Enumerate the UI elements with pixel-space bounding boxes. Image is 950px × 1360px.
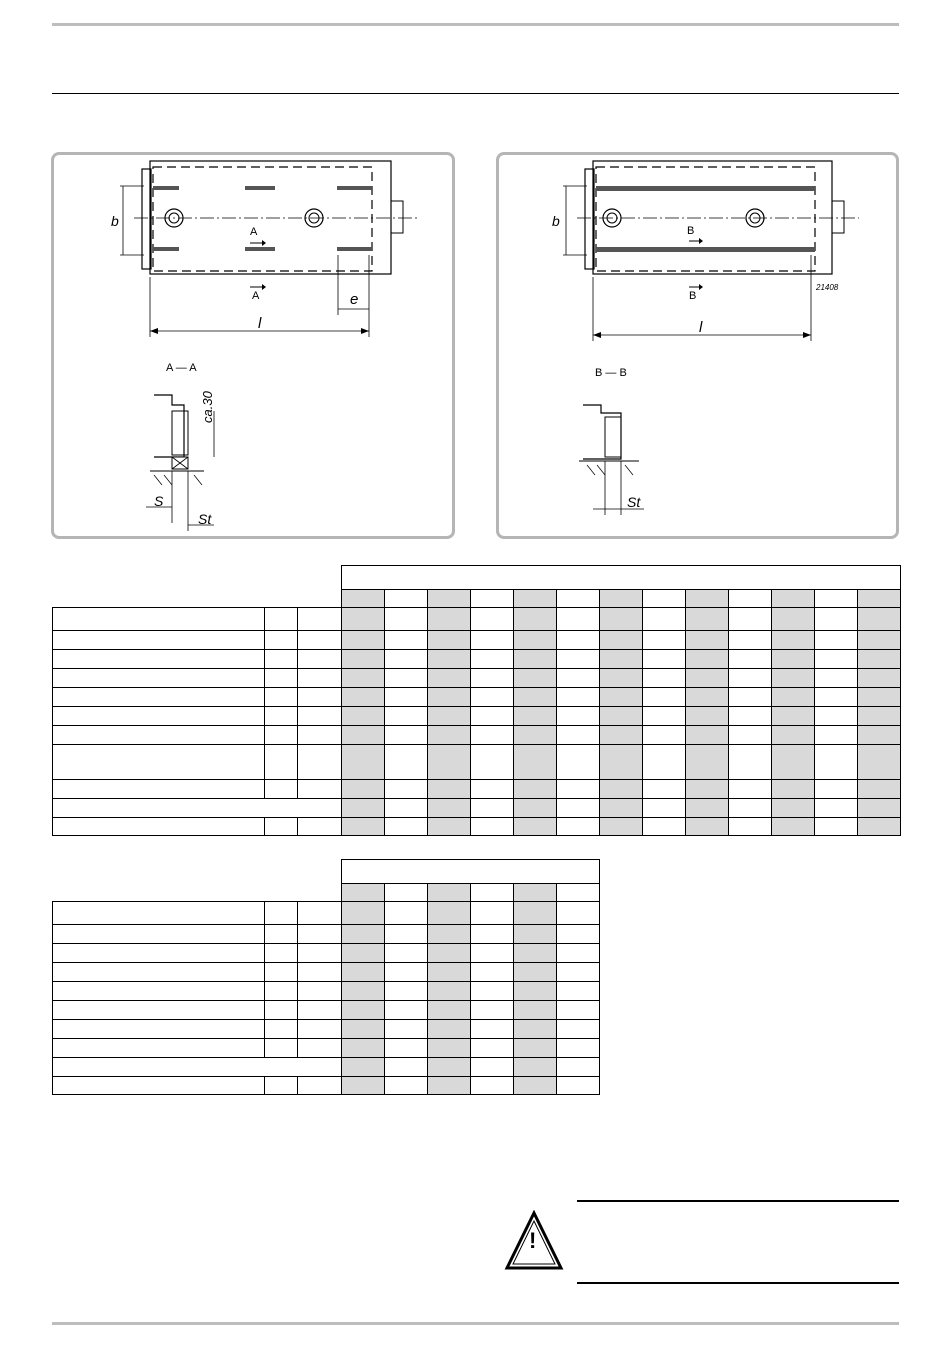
drawing-number: 21408	[816, 283, 839, 292]
section-marker-bottom: A	[252, 290, 260, 302]
dimension-b-label: b	[111, 213, 119, 229]
dimension-s-label: S	[154, 493, 164, 509]
table-row	[53, 726, 901, 745]
note-rule-top	[577, 1200, 899, 1202]
table-row	[53, 631, 901, 650]
data-table-2	[52, 859, 600, 1095]
drawing-panel-right	[496, 152, 899, 539]
dimension-l-label: l	[258, 315, 262, 332]
table-row	[53, 1020, 600, 1039]
table-row	[53, 818, 901, 836]
section-marker-top: A	[250, 226, 258, 238]
table-row	[53, 925, 600, 944]
table-subheader-row	[53, 884, 600, 902]
table-row	[53, 1039, 600, 1058]
table-row	[53, 799, 901, 818]
dimension-b-label: b	[552, 213, 560, 229]
table-header-row	[53, 566, 901, 590]
header-rule-top	[52, 23, 899, 26]
section-title: B — B	[595, 367, 627, 379]
table-header-row	[53, 860, 600, 884]
table-row	[53, 1077, 600, 1095]
dimension-st-label: St	[627, 494, 641, 510]
header-rule-bottom	[52, 93, 899, 94]
data-table-1	[52, 565, 901, 836]
drawing-panel-left	[51, 152, 455, 539]
table-row	[53, 707, 901, 726]
table-row	[53, 902, 600, 925]
table-row	[53, 963, 600, 982]
dimension-e-label: e	[350, 291, 359, 308]
dimension-st-label: St	[198, 511, 212, 527]
table-row	[53, 669, 901, 688]
dimension-ca30-label: ca.30	[200, 391, 215, 423]
table-row	[53, 780, 901, 799]
table-row	[53, 688, 901, 707]
table-row	[53, 608, 901, 631]
section-marker-top: B	[687, 225, 695, 237]
section-title: A — A	[166, 362, 197, 374]
table-subheader-row	[53, 590, 901, 608]
table-header-group	[342, 860, 600, 884]
warning-symbol: !	[529, 1228, 537, 1253]
section-marker-bottom: B	[689, 290, 697, 302]
table-row	[53, 650, 901, 669]
note-rule-bottom	[577, 1282, 899, 1284]
table-header-group	[342, 566, 901, 590]
dimension-l-label: l	[699, 319, 703, 336]
table-row	[53, 745, 901, 780]
table-row	[53, 944, 600, 963]
table-row	[53, 982, 600, 1001]
table-row	[53, 1001, 600, 1020]
footer-rule	[52, 1322, 899, 1325]
table-row	[53, 1058, 600, 1077]
